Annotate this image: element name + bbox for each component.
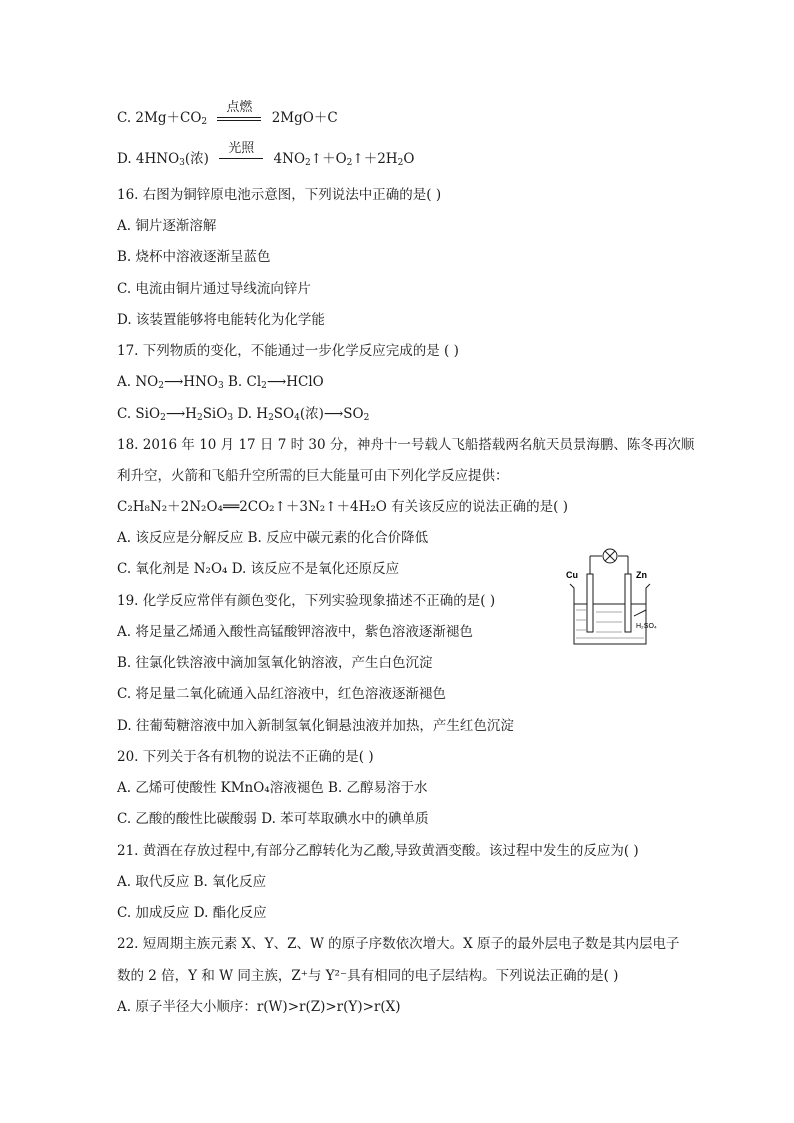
q19-option-b: B. 往氯化铁溶液中滴加氢氧化钠溶液，产生白色沉淀	[117, 655, 433, 671]
q19-stem: 19. 化学反应常伴有颜色变化，下列实验现象描述不正确的是( )	[117, 593, 496, 609]
q17-options-ab: A. $NO_2⟶HNO_3$ B. $Cl_2⟶HClO$	[117, 374, 324, 391]
reaction-arrow	[215, 99, 263, 129]
q21-options-cd: C. 加成反应 D. 酯化反应	[117, 905, 267, 921]
q16-option-b: B. 烧杯中溶液逐渐呈蓝色	[117, 249, 271, 265]
q16-option-a: A. 铜片逐渐溶解	[117, 218, 217, 234]
q18-options-cd: C. 氧化剂是 N₂O₄ D. 该反应不是氧化还原反应	[117, 561, 400, 577]
q17-options-cd: C. $SiO_2⟶H_2SiO_3$ D. $H_2SO_4$(浓)$⟶SO_2$	[117, 406, 370, 423]
q20-options-ab: A. 乙烯可使酸性 KMnO₄溶液褪色 B. 乙醇易溶于水	[117, 780, 428, 796]
q21-options-ab: A. 取代反应 B. 氧化反应	[117, 874, 267, 890]
q18-line2: 利升空，火箭和飞船升空所需的巨大能量可由下列化学反应提供：	[117, 468, 509, 484]
option-d-equation: D. $4HNO_3$(浓) 光照 $4NO_2↑+O_2↑+2H_2O$	[117, 140, 415, 168]
q22-option-a: A. 原子半径大小顺序：r(W)>r(Z)>r(Y)>r(X)	[117, 999, 401, 1015]
cu-zn-cell-figure	[560, 548, 660, 658]
q16-option-c: C. 电流由铜片通过导线流向锌片	[117, 281, 311, 297]
h2so4-label: H₂SO₄	[636, 623, 657, 630]
reaction-condition: 光照	[228, 140, 255, 156]
q21-stem: 21. 黄酒在存放过程中,有部分乙醇转化为乙酸,导致黄酒变酸。该过程中发生的反应为( )	[117, 843, 639, 859]
q17-stem: 17. 下列物质的变化，不能通过一步化学反应完成的是 ( )	[117, 343, 459, 359]
cu-label: Cu	[566, 570, 578, 580]
q18-options-ab: A. 该反应是分解反应 B. 反应中碳元素的化合价降低	[117, 530, 429, 546]
q22-line2: 数的 2 倍，Y 和 W 同主族，Z⁺与 Y²⁻具有相同的电子层结构。下列说法正确的是( )	[117, 968, 619, 984]
q20-options-cd: C. 乙酸的酸性比碳酸弱 D. 苯可萃取碘水中的碘单质	[117, 811, 429, 827]
zn-label: Zn	[636, 570, 647, 580]
reaction-arrow	[217, 140, 265, 170]
q18-line1: 18. 2016 年 10 月 17 日 7 时 30 分，神舟十一号载人飞船搭载两名航天员景海鹏、陈冬再次顺	[117, 437, 695, 453]
reaction-condition: 点燃	[226, 99, 253, 115]
q18-equation: C₂H₈N₂＋2N₂O₄══2CO₂↑＋3N₂↑＋4H₂O 有关该反应的说法正确的是( )	[117, 499, 568, 515]
q19-option-a: A. 将足量乙烯通入酸性高锰酸钾溶液中，紫色溶液逐渐褪色	[117, 624, 473, 640]
option-c-equation: C. $2Mg+CO_2$ 点燃 2MgO＋C	[117, 99, 338, 127]
q19-option-d: D. 往葡萄糖溶液中加入新制氢氧化铜悬浊液并加热，产生红色沉淀	[117, 718, 514, 734]
q16-option-d: D. 该装置能够将电能转化为化学能	[117, 312, 325, 328]
q20-stem: 20. 下列关于各有机物的说法不正确的是( )	[117, 749, 374, 765]
q22-line1: 22. 短周期主族元素 X、Y、Z、W 的原子序数依次增大。X 原子的最外层电子数是其内层电子	[117, 936, 680, 952]
q16-stem: 16. 右图为铜锌原电池示意图，下列说法中正确的是( )	[117, 187, 442, 203]
q19-option-c: C. 将足量二氧化硫通入品红溶液中，红色溶液逐渐褪色	[117, 686, 446, 702]
